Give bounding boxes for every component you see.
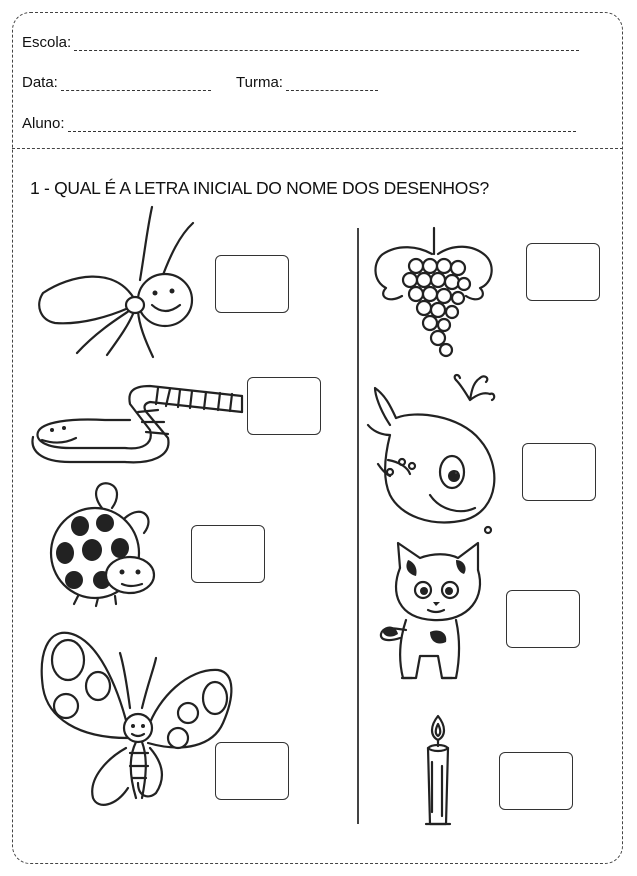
column-divider <box>357 228 359 824</box>
worm-icon <box>30 382 245 462</box>
question-text: 1 - QUAL É A LETRA INICIAL DO NOME DOS DESENHOS? <box>30 178 489 198</box>
grapes-icon <box>368 226 498 361</box>
answer-box-whale[interactable] <box>522 443 596 501</box>
student-label: Aluno: <box>22 115 65 132</box>
class-field[interactable] <box>236 74 378 91</box>
class-line[interactable] <box>286 78 378 91</box>
header-divider <box>12 148 623 149</box>
answer-box-ladybug[interactable] <box>191 525 265 583</box>
answer-box-candle[interactable] <box>499 752 573 810</box>
school-field[interactable] <box>22 34 579 51</box>
answer-box-grapes[interactable] <box>526 243 600 301</box>
ant-icon <box>35 205 195 365</box>
answer-box-butterfly[interactable] <box>215 742 289 800</box>
answer-box-cat[interactable] <box>506 590 580 648</box>
answer-box-worm[interactable] <box>247 377 321 435</box>
cat-icon <box>378 538 488 688</box>
student-field[interactable] <box>22 115 576 132</box>
ladybug-icon <box>50 478 160 608</box>
answer-box-ant[interactable] <box>215 255 289 313</box>
butterfly-icon <box>38 628 238 813</box>
school-line[interactable] <box>74 38 579 51</box>
date-label: Data: <box>22 74 58 91</box>
date-line[interactable] <box>61 78 211 91</box>
class-label: Turma: <box>236 74 283 91</box>
candle-icon <box>418 712 458 830</box>
date-field[interactable] <box>22 74 211 91</box>
whale-icon <box>360 370 510 530</box>
student-line[interactable] <box>68 119 576 132</box>
school-label: Escola: <box>22 34 72 51</box>
